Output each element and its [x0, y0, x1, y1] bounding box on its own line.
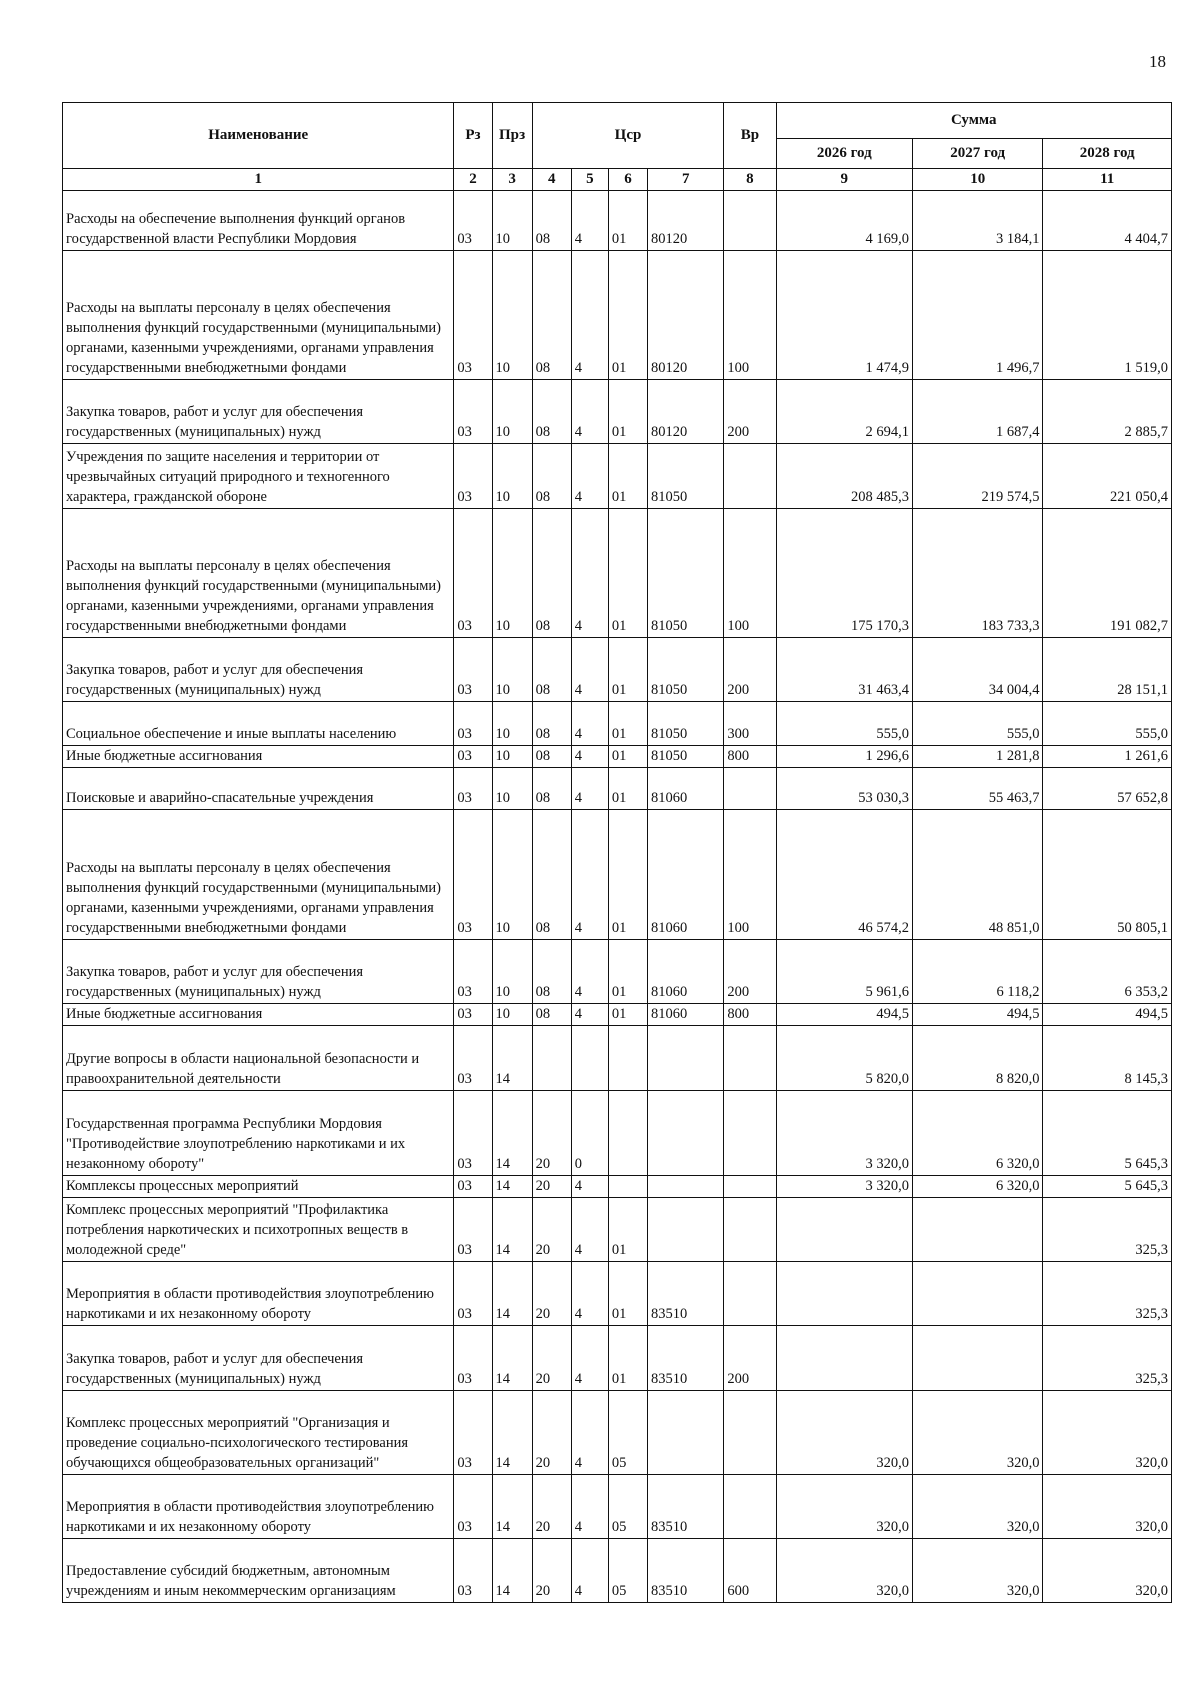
- row-prz: 10: [492, 251, 532, 380]
- budget-table: [62, 102, 1172, 1603]
- row-sum-2028: 320,0: [1043, 1539, 1172, 1603]
- row-rz: 03: [454, 1198, 492, 1262]
- row-prz: 10: [492, 940, 532, 1004]
- row-sum-2026: 320,0: [776, 1391, 912, 1475]
- row-name: Расходы на обеспечение выполнения функций органов государственной власти Республики Мордовия: [63, 191, 454, 251]
- row-rz: 03: [454, 1026, 492, 1091]
- row-tsr-4: 20: [532, 1475, 571, 1539]
- row-sum-2026: 555,0: [776, 702, 912, 746]
- row-tsr-4: 08: [532, 444, 571, 509]
- row-prz: 14: [492, 1091, 532, 1176]
- row-tsr-5: 4: [571, 1326, 608, 1391]
- row-tsr-4: 20: [532, 1262, 571, 1326]
- row-tsr-4: 08: [532, 940, 571, 1004]
- header-name: Наименование: [63, 103, 454, 169]
- row-rz: 03: [454, 1326, 492, 1391]
- row-tsr-7: 83510: [648, 1475, 724, 1539]
- row-sum-2028: 8 145,3: [1043, 1026, 1172, 1091]
- table-row: [63, 509, 1172, 638]
- row-name: Закупка товаров, работ и услуг для обеспечения государственных (муниципальных) нужд: [63, 1326, 454, 1391]
- row-tsr-7: [648, 1391, 724, 1475]
- table-row: [63, 1391, 1172, 1475]
- row-tsr-5: 4: [571, 1539, 608, 1603]
- row-tsr-5: [571, 1026, 608, 1091]
- row-tsr-4: 08: [532, 638, 571, 702]
- row-prz: 14: [492, 1198, 532, 1262]
- row-vr: 800: [724, 746, 776, 768]
- row-tsr-7: 81050: [648, 509, 724, 638]
- row-tsr-7: 81060: [648, 1004, 724, 1026]
- row-tsr-7: 83510: [648, 1539, 724, 1603]
- row-prz: 10: [492, 702, 532, 746]
- row-sum-2028: 325,3: [1043, 1198, 1172, 1262]
- row-rz: 03: [454, 1391, 492, 1475]
- column-number: 1: [63, 169, 454, 191]
- column-number: 7: [648, 169, 724, 191]
- table-row: [63, 1026, 1172, 1091]
- row-tsr-6: 01: [608, 810, 647, 940]
- row-name: Другие вопросы в области национальной безопасности и правоохранительной деятельности: [63, 1026, 454, 1091]
- row-sum-2026: 2 694,1: [776, 380, 912, 444]
- row-tsr-6: 01: [608, 1198, 647, 1262]
- row-rz: 03: [454, 746, 492, 768]
- table-row: [63, 191, 1172, 251]
- row-tsr-7: [648, 1026, 724, 1091]
- row-tsr-6: [608, 1091, 647, 1176]
- header-year-2026: 2026 год: [776, 139, 912, 169]
- row-sum-2026: 4 169,0: [776, 191, 912, 251]
- row-tsr-7: 80120: [648, 191, 724, 251]
- row-tsr-6: 01: [608, 768, 647, 810]
- row-prz: 14: [492, 1026, 532, 1091]
- row-prz: 10: [492, 1004, 532, 1026]
- row-sum-2027: 183 733,3: [913, 509, 1043, 638]
- table-row: [63, 1198, 1172, 1262]
- row-tsr-6: 01: [608, 746, 647, 768]
- table-row: [63, 940, 1172, 1004]
- row-prz: 14: [492, 1475, 532, 1539]
- table-row: [63, 251, 1172, 380]
- row-tsr-4: 20: [532, 1539, 571, 1603]
- row-name: Социальное обеспечение и иные выплаты населению: [63, 702, 454, 746]
- row-name: Мероприятия в области противодействия злоупотреблению наркотиками и их незаконному обороту: [63, 1475, 454, 1539]
- row-tsr-4: 08: [532, 702, 571, 746]
- row-rz: 03: [454, 509, 492, 638]
- row-rz: 03: [454, 1176, 492, 1198]
- row-sum-2026: [776, 1262, 912, 1326]
- table-row: [63, 702, 1172, 746]
- table-row: [63, 1326, 1172, 1391]
- row-tsr-6: 01: [608, 509, 647, 638]
- row-sum-2026: 46 574,2: [776, 810, 912, 940]
- row-tsr-7: 81050: [648, 638, 724, 702]
- row-sum-2026: 320,0: [776, 1539, 912, 1603]
- row-sum-2027: 320,0: [913, 1475, 1043, 1539]
- row-sum-2027: [913, 1262, 1043, 1326]
- row-sum-2026: 175 170,3: [776, 509, 912, 638]
- header-tsr: Цср: [532, 103, 724, 169]
- header-vr: Вр: [724, 103, 776, 169]
- row-name: Закупка товаров, работ и услуг для обеспечения государственных (муниципальных) нужд: [63, 638, 454, 702]
- row-name: Учреждения по защите населения и территории от чрезвычайных ситуаций природного и техногенного характера, гражданской обороне: [63, 444, 454, 509]
- row-sum-2028: 555,0: [1043, 702, 1172, 746]
- row-tsr-4: 08: [532, 380, 571, 444]
- row-sum-2027: 48 851,0: [913, 810, 1043, 940]
- column-number: 3: [492, 169, 532, 191]
- row-sum-2027: 55 463,7: [913, 768, 1043, 810]
- row-vr: 600: [724, 1539, 776, 1603]
- table-header: [63, 103, 1172, 191]
- row-tsr-5: 4: [571, 380, 608, 444]
- row-vr: 100: [724, 251, 776, 380]
- row-tsr-5: 4: [571, 191, 608, 251]
- row-tsr-4: 20: [532, 1176, 571, 1198]
- row-tsr-5: 4: [571, 1475, 608, 1539]
- header-year-2027: 2027 год: [913, 139, 1043, 169]
- row-name: Закупка товаров, работ и услуг для обеспечения государственных (муниципальных) нужд: [63, 940, 454, 1004]
- row-name: Закупка товаров, работ и услуг для обеспечения государственных (муниципальных) нужд: [63, 380, 454, 444]
- row-sum-2026: [776, 1326, 912, 1391]
- row-tsr-5: 4: [571, 810, 608, 940]
- row-sum-2027: 6 118,2: [913, 940, 1043, 1004]
- row-tsr-6: 01: [608, 940, 647, 1004]
- table-row: [63, 1004, 1172, 1026]
- header-sum: Сумма: [776, 103, 1171, 139]
- row-vr: [724, 1198, 776, 1262]
- row-rz: 03: [454, 251, 492, 380]
- row-sum-2027: 1 687,4: [913, 380, 1043, 444]
- row-tsr-5: 4: [571, 746, 608, 768]
- row-vr: [724, 1262, 776, 1326]
- row-tsr-7: [648, 1091, 724, 1176]
- row-sum-2026: 3 320,0: [776, 1176, 912, 1198]
- row-prz: 10: [492, 746, 532, 768]
- row-sum-2026: 494,5: [776, 1004, 912, 1026]
- row-sum-2028: 4 404,7: [1043, 191, 1172, 251]
- row-vr: 800: [724, 1004, 776, 1026]
- row-vr: [724, 1026, 776, 1091]
- row-rz: 03: [454, 1004, 492, 1026]
- row-tsr-6: 01: [608, 638, 647, 702]
- table-row: [63, 768, 1172, 810]
- row-name: Расходы на выплаты персоналу в целях обеспечения выполнения функций государственными (муниципальными) органами, казенными учреждениями, органами управления государственными внебюджетными фондами: [63, 810, 454, 940]
- row-vr: 200: [724, 940, 776, 1004]
- row-tsr-4: 08: [532, 251, 571, 380]
- row-rz: 03: [454, 638, 492, 702]
- row-tsr-7: 81060: [648, 810, 724, 940]
- row-prz: 14: [492, 1539, 532, 1603]
- row-name: Расходы на выплаты персоналу в целях обеспечения выполнения функций государственными (муниципальными) органами, казенными учреждениями, органами управления государственными внебюджетными фондами: [63, 509, 454, 638]
- row-sum-2028: 28 151,1: [1043, 638, 1172, 702]
- row-sum-2028: 221 050,4: [1043, 444, 1172, 509]
- row-tsr-7: 81050: [648, 746, 724, 768]
- row-rz: 03: [454, 1091, 492, 1176]
- row-tsr-5: 4: [571, 1391, 608, 1475]
- row-sum-2028: 325,3: [1043, 1262, 1172, 1326]
- row-prz: 10: [492, 810, 532, 940]
- row-tsr-4: 08: [532, 1004, 571, 1026]
- row-tsr-5: 4: [571, 768, 608, 810]
- row-sum-2027: 320,0: [913, 1391, 1043, 1475]
- row-name: Комплекс процессных мероприятий "Профилактика потребления наркотических и психотропных веществ в молодежной среде": [63, 1198, 454, 1262]
- row-tsr-6: 01: [608, 380, 647, 444]
- row-tsr-7: [648, 1198, 724, 1262]
- row-vr: [724, 191, 776, 251]
- row-rz: 03: [454, 380, 492, 444]
- row-sum-2027: 219 574,5: [913, 444, 1043, 509]
- row-vr: 200: [724, 1326, 776, 1391]
- row-tsr-4: 20: [532, 1326, 571, 1391]
- header-prz: Прз: [492, 103, 532, 169]
- row-tsr-6: 01: [608, 191, 647, 251]
- column-number: 11: [1043, 169, 1172, 191]
- header-year-2028: 2028 год: [1043, 139, 1172, 169]
- row-vr: [724, 1391, 776, 1475]
- row-tsr-7: [648, 1176, 724, 1198]
- table-row: [63, 1262, 1172, 1326]
- row-tsr-4: 20: [532, 1198, 571, 1262]
- row-rz: 03: [454, 1539, 492, 1603]
- row-rz: 03: [454, 1262, 492, 1326]
- row-sum-2027: 494,5: [913, 1004, 1043, 1026]
- row-name: Поисковые и аварийно-спасательные учреждения: [63, 768, 454, 810]
- row-sum-2027: 555,0: [913, 702, 1043, 746]
- row-rz: 03: [454, 444, 492, 509]
- row-rz: 03: [454, 768, 492, 810]
- row-sum-2028: 1 261,6: [1043, 746, 1172, 768]
- row-sum-2028: 2 885,7: [1043, 380, 1172, 444]
- row-tsr-4: 08: [532, 746, 571, 768]
- row-name: Расходы на выплаты персоналу в целях обеспечения выполнения функций государственными (муниципальными) органами, казенными учреждениями, органами управления государственными внебюджетными фондами: [63, 251, 454, 380]
- row-prz: 10: [492, 380, 532, 444]
- column-number: 5: [571, 169, 608, 191]
- row-sum-2028: 320,0: [1043, 1391, 1172, 1475]
- row-sum-2027: 1 281,8: [913, 746, 1043, 768]
- row-vr: [724, 1091, 776, 1176]
- row-sum-2026: 208 485,3: [776, 444, 912, 509]
- row-vr: 300: [724, 702, 776, 746]
- row-rz: 03: [454, 1475, 492, 1539]
- table-row: [63, 638, 1172, 702]
- row-sum-2028: 6 353,2: [1043, 940, 1172, 1004]
- row-vr: [724, 768, 776, 810]
- row-prz: 14: [492, 1391, 532, 1475]
- row-tsr-7: 81050: [648, 444, 724, 509]
- row-sum-2027: 1 496,7: [913, 251, 1043, 380]
- row-tsr-7: 80120: [648, 380, 724, 444]
- row-vr: [724, 1475, 776, 1539]
- row-tsr-6: 01: [608, 1326, 647, 1391]
- row-sum-2027: [913, 1326, 1043, 1391]
- row-sum-2028: 57 652,8: [1043, 768, 1172, 810]
- row-tsr-7: 81060: [648, 940, 724, 1004]
- row-sum-2026: 53 030,3: [776, 768, 912, 810]
- row-rz: 03: [454, 702, 492, 746]
- row-prz: 10: [492, 191, 532, 251]
- row-vr: 200: [724, 380, 776, 444]
- column-number: 10: [913, 169, 1043, 191]
- row-tsr-5: 4: [571, 1176, 608, 1198]
- column-numbers-row: [63, 169, 1172, 191]
- row-name: Комплекс процессных мероприятий "Организация и проведение социально-психологического тестирования обучающихся общеобразовательных организаций": [63, 1391, 454, 1475]
- row-tsr-4: 20: [532, 1091, 571, 1176]
- row-sum-2026: [776, 1198, 912, 1262]
- row-sum-2028: 191 082,7: [1043, 509, 1172, 638]
- table-row: [63, 1539, 1172, 1603]
- row-tsr-6: 05: [608, 1475, 647, 1539]
- row-name: Государственная программа Республики Мордовия "Противодействие злоупотреблению наркотиками и их незаконному обороту": [63, 1091, 454, 1176]
- row-vr: 100: [724, 810, 776, 940]
- row-tsr-5: 4: [571, 251, 608, 380]
- row-sum-2027: 34 004,4: [913, 638, 1043, 702]
- row-sum-2026: 3 320,0: [776, 1091, 912, 1176]
- row-tsr-6: 01: [608, 1004, 647, 1026]
- row-rz: 03: [454, 191, 492, 251]
- row-sum-2028: 50 805,1: [1043, 810, 1172, 940]
- row-tsr-4: 20: [532, 1391, 571, 1475]
- header-rz: Рз: [454, 103, 492, 169]
- row-sum-2026: 5 961,6: [776, 940, 912, 1004]
- column-number: 8: [724, 169, 776, 191]
- row-tsr-5: 4: [571, 940, 608, 1004]
- row-name: Предоставление субсидий бюджетным, автономным учреждениям и иным некоммерческим организациям: [63, 1539, 454, 1603]
- row-prz: 14: [492, 1326, 532, 1391]
- row-sum-2027: 3 184,1: [913, 191, 1043, 251]
- row-tsr-4: 08: [532, 509, 571, 638]
- column-number: 2: [454, 169, 492, 191]
- row-vr: [724, 444, 776, 509]
- row-tsr-4: 08: [532, 810, 571, 940]
- table-row: [63, 1176, 1172, 1198]
- row-tsr-5: 4: [571, 509, 608, 638]
- row-tsr-6: 01: [608, 1262, 647, 1326]
- row-tsr-5: 4: [571, 702, 608, 746]
- row-tsr-7: 83510: [648, 1262, 724, 1326]
- row-tsr-6: 05: [608, 1391, 647, 1475]
- row-tsr-4: 08: [532, 191, 571, 251]
- row-prz: 10: [492, 768, 532, 810]
- column-number: 6: [608, 169, 647, 191]
- row-tsr-7: 83510: [648, 1326, 724, 1391]
- row-sum-2026: 5 820,0: [776, 1026, 912, 1091]
- row-tsr-6: 01: [608, 444, 647, 509]
- row-tsr-5: 4: [571, 1004, 608, 1026]
- row-vr: [724, 1176, 776, 1198]
- row-sum-2026: 1 296,6: [776, 746, 912, 768]
- row-prz: 14: [492, 1262, 532, 1326]
- row-name: Мероприятия в области противодействия злоупотреблению наркотиками и их незаконному обороту: [63, 1262, 454, 1326]
- row-vr: 200: [724, 638, 776, 702]
- row-tsr-4: 08: [532, 768, 571, 810]
- row-sum-2026: 1 474,9: [776, 251, 912, 380]
- row-prz: 14: [492, 1176, 532, 1198]
- table-row: [63, 380, 1172, 444]
- row-sum-2027: 6 320,0: [913, 1176, 1043, 1198]
- row-prz: 10: [492, 509, 532, 638]
- row-sum-2026: 31 463,4: [776, 638, 912, 702]
- row-tsr-4: [532, 1026, 571, 1091]
- table-row: [63, 746, 1172, 768]
- row-tsr-7: 81060: [648, 768, 724, 810]
- row-tsr-6: [608, 1026, 647, 1091]
- row-tsr-5: 4: [571, 1262, 608, 1326]
- row-name: Иные бюджетные ассигнования: [63, 1004, 454, 1026]
- row-sum-2028: 320,0: [1043, 1475, 1172, 1539]
- row-tsr-6: 05: [608, 1539, 647, 1603]
- row-sum-2028: 325,3: [1043, 1326, 1172, 1391]
- row-name: Комплексы процессных мероприятий: [63, 1176, 454, 1198]
- row-sum-2028: 5 645,3: [1043, 1176, 1172, 1198]
- row-sum-2027: 320,0: [913, 1539, 1043, 1603]
- row-tsr-5: 0: [571, 1091, 608, 1176]
- row-tsr-5: 4: [571, 1198, 608, 1262]
- row-prz: 10: [492, 638, 532, 702]
- row-tsr-7: 81050: [648, 702, 724, 746]
- table-row: [63, 1475, 1172, 1539]
- row-rz: 03: [454, 940, 492, 1004]
- row-sum-2027: [913, 1198, 1043, 1262]
- row-tsr-6: 01: [608, 702, 647, 746]
- row-vr: 100: [724, 509, 776, 638]
- row-sum-2028: 1 519,0: [1043, 251, 1172, 380]
- row-rz: 03: [454, 810, 492, 940]
- row-prz: 10: [492, 444, 532, 509]
- page-number: 18: [1149, 52, 1166, 71]
- row-tsr-7: 80120: [648, 251, 724, 380]
- column-number: 9: [776, 169, 912, 191]
- row-sum-2028: 5 645,3: [1043, 1091, 1172, 1176]
- row-tsr-5: 4: [571, 638, 608, 702]
- row-name: Иные бюджетные ассигнования: [63, 746, 454, 768]
- table-body: [63, 191, 1172, 1603]
- table-row: [63, 1091, 1172, 1176]
- row-tsr-6: [608, 1176, 647, 1198]
- row-tsr-6: 01: [608, 251, 647, 380]
- column-number: 4: [532, 169, 571, 191]
- row-sum-2027: 6 320,0: [913, 1091, 1043, 1176]
- row-sum-2026: 320,0: [776, 1475, 912, 1539]
- row-sum-2027: 8 820,0: [913, 1026, 1043, 1091]
- row-tsr-5: 4: [571, 444, 608, 509]
- table-row: [63, 444, 1172, 509]
- row-sum-2028: 494,5: [1043, 1004, 1172, 1026]
- table-row: [63, 810, 1172, 940]
